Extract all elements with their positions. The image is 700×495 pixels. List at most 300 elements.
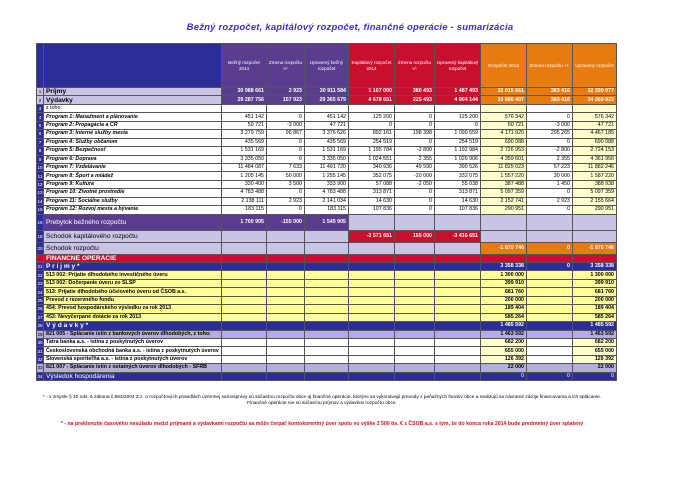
value-cell — [267, 322, 305, 330]
table-row — [37, 130, 617, 138]
row-label: V ý d a v k y * — [44, 322, 222, 330]
table-row — [37, 189, 617, 197]
value-cell — [305, 288, 349, 296]
row-number: 23 — [37, 281, 43, 287]
row-label: Schodok rozpočtu — [44, 242, 222, 254]
value-cell — [395, 305, 435, 313]
value-cell: 125 200 — [435, 113, 481, 121]
value-cell — [481, 214, 527, 230]
value-cell — [305, 338, 349, 346]
value-cell: 1 531 169 — [305, 147, 349, 155]
value-cell: 0 — [267, 189, 305, 197]
row-number: 8 — [37, 147, 44, 155]
value-cell — [222, 364, 267, 372]
value-cell: 2 138 111 — [222, 197, 267, 205]
value-cell — [527, 296, 573, 304]
value-cell — [527, 313, 573, 321]
value-cell: 0 — [573, 372, 617, 380]
value-cell: -3 000 — [267, 121, 305, 129]
row-number: 33 — [37, 365, 43, 371]
value-cell — [349, 242, 395, 254]
value-cell: 5 097 359 — [573, 189, 617, 197]
value-cell: 690 088 — [481, 138, 527, 146]
value-cell: 11 882 246 — [573, 163, 617, 171]
value-cell: 655 000 — [481, 347, 527, 355]
value-cell: 0 — [267, 113, 305, 121]
value-cell — [267, 313, 305, 321]
value-cell — [349, 271, 395, 279]
value-cell — [305, 254, 349, 262]
value-cell: 1 024 551 — [349, 155, 395, 163]
table-row — [37, 322, 617, 330]
value-cell: 155 000 — [395, 230, 435, 242]
value-cell — [435, 322, 481, 330]
row-label: 821 005 - Splácanie istín z bankových úverov dlhodobých, z toho: — [44, 330, 222, 338]
value-cell — [349, 104, 395, 112]
table-row — [37, 372, 617, 380]
row-number: 4 — [37, 113, 44, 121]
value-cell: 0 — [395, 121, 435, 129]
column-header: Rozpočet 2014 — [481, 44, 527, 88]
value-cell — [222, 338, 267, 346]
table-row — [37, 104, 617, 112]
value-cell: 49 590 — [395, 163, 435, 171]
row-label: 821 007 - Splácanie istín z ostatných úverov dlhodobých - SFRB — [44, 364, 222, 372]
table-row — [37, 206, 617, 214]
row-label: Program 8: Šport a mládež — [44, 172, 222, 180]
value-cell — [435, 347, 481, 355]
value-cell — [305, 263, 349, 271]
value-cell: 585 264 — [573, 313, 617, 321]
row-label: Prevod z rezervného fondu — [44, 296, 222, 304]
row-number: 27 — [37, 314, 43, 320]
value-cell: 200 000 — [481, 296, 527, 304]
value-cell — [349, 214, 395, 230]
value-cell — [349, 330, 395, 338]
row-label: Program 4: Služby občanom — [44, 138, 222, 146]
value-cell: 1 487 493 — [435, 88, 481, 96]
table-row — [37, 163, 617, 171]
value-cell — [527, 338, 573, 346]
value-cell: 0 — [527, 189, 573, 197]
value-cell — [349, 313, 395, 321]
value-cell — [267, 347, 305, 355]
value-cell: 4 361 956 — [573, 155, 617, 163]
row-label: Československá obchodná banka a.s. - istina z poskytnutých úverov — [44, 347, 222, 355]
value-cell: 2 923 — [527, 197, 573, 205]
value-cell: 57 223 — [527, 163, 573, 171]
value-cell: 5 097 359 — [481, 189, 527, 197]
value-cell: 1 485 592 — [481, 322, 527, 330]
table-header-row — [37, 44, 617, 88]
value-cell — [222, 305, 267, 313]
value-cell: 682 200 — [573, 338, 617, 346]
value-cell — [349, 364, 395, 372]
table-row — [37, 121, 617, 129]
value-cell — [222, 347, 267, 355]
value-cell — [395, 338, 435, 346]
value-cell: 435 569 — [305, 138, 349, 146]
value-cell: 2 141 034 — [305, 197, 349, 205]
value-cell: 254 519 — [435, 138, 481, 146]
value-cell: 200 000 — [573, 296, 617, 304]
value-cell — [222, 372, 267, 380]
table-row — [37, 263, 617, 271]
value-cell: 435 569 — [222, 138, 267, 146]
value-cell: 313 871 — [435, 189, 481, 197]
row-label: Program 1: Manažment a plánovanie — [44, 113, 222, 121]
table-row — [37, 138, 617, 146]
value-cell: 22 000 — [481, 364, 527, 372]
value-cell — [395, 364, 435, 372]
table-row — [37, 96, 617, 104]
row-label: FINANČNÉ OPERÁCIE — [44, 254, 222, 262]
value-cell — [395, 271, 435, 279]
row-number: 13 — [37, 190, 43, 196]
value-cell: 126 392 — [573, 355, 617, 363]
value-cell: 50 721 — [222, 121, 267, 129]
value-cell: 2 355 — [527, 155, 573, 163]
value-cell: 1 026 906 — [435, 155, 481, 163]
value-cell — [435, 330, 481, 338]
row-label: Program 9: Kultúra — [44, 180, 222, 188]
value-cell: 50 000 — [267, 172, 305, 180]
value-cell: 183 115 — [222, 206, 267, 214]
value-cell — [435, 263, 481, 271]
value-cell: 4 783 488 — [222, 189, 267, 197]
row-number: 25 — [37, 297, 43, 303]
row-label: 513 002: Prijatie dlhodobého investičného úveru — [44, 271, 222, 279]
value-cell: 22 000 — [573, 364, 617, 372]
value-cell — [267, 372, 305, 380]
value-cell: 681 760 — [481, 288, 527, 296]
value-cell: 387 488 — [481, 180, 527, 188]
table-row — [37, 254, 617, 262]
value-cell: 1 195 784 — [349, 147, 395, 155]
row-label: Program 11: Sociálne služby — [44, 197, 222, 205]
value-cell: 14 630 — [435, 197, 481, 205]
value-cell — [222, 271, 267, 279]
value-cell: 1 463 592 — [481, 330, 527, 338]
row-label: Príjmy — [44, 88, 222, 96]
value-cell: -2 800 — [527, 147, 573, 155]
table-row — [37, 313, 617, 321]
value-cell — [267, 271, 305, 279]
value-cell: 2 923 — [267, 197, 305, 205]
value-cell — [395, 214, 435, 230]
value-cell: 0 — [267, 206, 305, 214]
value-cell: -2 800 — [395, 147, 435, 155]
row-number: 20 — [37, 242, 44, 254]
value-cell: 1 587 220 — [573, 172, 617, 180]
table-row — [37, 113, 617, 121]
value-cell — [349, 305, 395, 313]
value-cell: 576 342 — [481, 113, 527, 121]
header-label-cell — [44, 44, 222, 88]
row-label: Prebytok bežného rozpočtu — [44, 214, 222, 230]
row-number: 31 — [37, 348, 43, 354]
table-row — [37, 88, 617, 96]
value-cell: 4 783 488 — [305, 189, 349, 197]
value-cell: 50 721 — [481, 121, 527, 129]
value-cell: 96 867 — [267, 130, 305, 138]
table-row — [37, 155, 617, 163]
value-cell: 655 000 — [573, 347, 617, 355]
value-cell — [435, 271, 481, 279]
value-cell: 332 075 — [435, 172, 481, 180]
value-cell — [395, 347, 435, 355]
value-cell — [395, 372, 435, 380]
row-number: 3 — [37, 104, 44, 112]
value-cell: 1 557 220 — [481, 172, 527, 180]
value-cell — [435, 296, 481, 304]
value-cell: 125 200 — [349, 113, 395, 121]
value-cell: 383 416 — [527, 96, 573, 104]
row-number: 6 — [37, 130, 44, 138]
row-label: 453: Nevyčerpané dotácie za rok 2013 — [44, 313, 222, 321]
row-number: 10 — [37, 165, 43, 171]
value-cell — [222, 263, 267, 271]
row-label: Schodok kapitálového rozpočtu — [44, 230, 222, 242]
row-label: Výdavky — [44, 96, 222, 104]
value-cell: 1 463 592 — [573, 330, 617, 338]
value-cell — [305, 305, 349, 313]
value-cell — [395, 254, 435, 262]
value-cell — [395, 263, 435, 271]
value-cell — [395, 355, 435, 363]
table-row — [37, 230, 617, 242]
value-cell: 388 938 — [573, 180, 617, 188]
row-label: Program 6: Doprava — [44, 155, 222, 163]
value-cell: 3 358 338 — [573, 263, 617, 271]
column-header: Upravený kapitálový rozpočet — [435, 44, 481, 88]
value-cell: 295 265 — [527, 130, 573, 138]
value-cell: 681 760 — [573, 288, 617, 296]
value-cell: 1 545 905 — [305, 214, 349, 230]
value-cell: -20 000 — [395, 172, 435, 180]
value-cell: -2 050 — [395, 180, 435, 188]
value-cell: -155 000 — [267, 214, 305, 230]
value-cell: 1 300 000 — [573, 271, 617, 279]
value-cell — [481, 254, 527, 262]
value-cell: 892 161 — [349, 130, 395, 138]
value-cell: 0 — [395, 138, 435, 146]
value-cell: 330 400 — [222, 180, 267, 188]
table-row — [37, 330, 617, 338]
table-row — [37, 355, 617, 363]
value-cell: -3 416 651 — [435, 230, 481, 242]
value-cell — [395, 296, 435, 304]
value-cell: 0 — [267, 147, 305, 155]
value-cell: 2 155 664 — [573, 197, 617, 205]
table-row — [37, 214, 617, 230]
column-header: Kapitálový rozpočet 2014 — [349, 44, 395, 88]
value-cell: 30 911 584 — [305, 88, 349, 96]
value-cell — [305, 347, 349, 355]
value-cell — [573, 214, 617, 230]
value-cell — [573, 104, 617, 112]
value-cell — [305, 313, 349, 321]
value-cell — [305, 355, 349, 363]
value-cell: 1 485 592 — [573, 322, 617, 330]
value-cell: 0 — [395, 189, 435, 197]
row-label: 513 002: Dočerpanie úveru zo SLSP — [44, 279, 222, 287]
value-cell — [527, 271, 573, 279]
value-cell: 1 192 984 — [435, 147, 481, 155]
value-cell — [527, 330, 573, 338]
row-number: 16 — [37, 214, 44, 230]
value-cell — [267, 338, 305, 346]
value-cell — [435, 254, 481, 262]
value-cell: 1 300 000 — [481, 271, 527, 279]
value-cell: 333 900 — [305, 180, 349, 188]
value-cell — [267, 364, 305, 372]
value-cell — [222, 355, 267, 363]
value-cell: 2 152 741 — [481, 197, 527, 205]
value-cell: 399 910 — [481, 279, 527, 287]
table-row — [37, 172, 617, 180]
value-cell: 1 205 145 — [222, 172, 267, 180]
value-cell: -1 870 746 — [573, 242, 617, 254]
value-cell: 4 171 920 — [481, 130, 527, 138]
row-number: 30 — [37, 340, 43, 346]
row-label: Výsledok hospodárenia — [44, 372, 222, 380]
row-number: 18 — [37, 230, 44, 242]
table-row — [37, 338, 617, 346]
value-cell — [222, 288, 267, 296]
value-cell — [349, 288, 395, 296]
value-cell: 57 088 — [349, 180, 395, 188]
value-cell: 1 255 145 — [305, 172, 349, 180]
row-number — [37, 254, 44, 262]
value-cell — [222, 254, 267, 262]
value-cell: 0 — [267, 155, 305, 163]
row-number: 15 — [37, 207, 43, 213]
value-cell — [481, 104, 527, 112]
value-cell — [395, 313, 435, 321]
value-cell — [349, 263, 395, 271]
row-number: 22 — [37, 272, 43, 278]
value-cell: 183 115 — [305, 206, 349, 214]
value-cell: 0 — [395, 206, 435, 214]
value-cell — [222, 330, 267, 338]
value-cell — [527, 104, 573, 112]
value-cell: 11 484 087 — [222, 163, 267, 171]
row-label: Program 7: Vzdelávanie — [44, 163, 222, 171]
value-cell: 11 825 023 — [481, 163, 527, 171]
value-cell — [435, 279, 481, 287]
value-cell: 290 951 — [481, 206, 527, 214]
value-cell — [349, 322, 395, 330]
value-cell: 14 630 — [349, 197, 395, 205]
column-header: Upravený bežný rozpočet — [305, 44, 349, 88]
value-cell: 32 015 661 — [481, 88, 527, 96]
value-cell: 32 399 077 — [573, 88, 617, 96]
value-cell — [435, 338, 481, 346]
value-cell — [222, 313, 267, 321]
value-cell: 3 376 626 — [305, 130, 349, 138]
value-cell: 0 — [527, 206, 573, 214]
value-cell: 3 335 050 — [222, 155, 267, 163]
row-number: 1 — [37, 88, 44, 96]
value-cell — [267, 288, 305, 296]
page-title: Bežný rozpočet, kapitálový rozpočet, finančné operácie - sumarizácia — [186, 22, 514, 33]
row-number: 26 — [37, 306, 43, 312]
value-cell: 157 923 — [267, 96, 305, 104]
value-cell — [222, 322, 267, 330]
row-number: 7 — [37, 138, 44, 146]
value-cell: 126 392 — [481, 355, 527, 363]
value-cell: 4 467 185 — [573, 130, 617, 138]
value-cell: 30 988 661 — [222, 88, 267, 96]
value-cell: 4 904 144 — [435, 96, 481, 104]
value-cell — [267, 230, 305, 242]
value-cell — [395, 288, 435, 296]
value-cell: 33 886 407 — [481, 96, 527, 104]
table-row — [37, 305, 617, 313]
column-header: Zmena rozpočtu +/- — [527, 44, 573, 88]
row-number: 32 — [37, 357, 43, 363]
column-header: Bežný rozpočet 2014 — [222, 44, 267, 88]
value-cell: 2 355 — [395, 155, 435, 163]
value-cell: 1 450 — [527, 180, 573, 188]
value-cell: 0 — [435, 121, 481, 129]
value-cell: 29 365 679 — [305, 96, 349, 104]
value-cell — [349, 279, 395, 287]
value-cell: 254 519 — [349, 138, 395, 146]
value-cell — [435, 372, 481, 380]
table-row — [37, 279, 617, 287]
value-cell: 451 142 — [305, 113, 349, 121]
value-cell: 3 335 050 — [305, 155, 349, 163]
value-cell — [222, 242, 267, 254]
value-cell — [349, 296, 395, 304]
row-label: 454: Prevod hospodárskeho výsledku za rok 2013 — [44, 305, 222, 313]
value-cell — [305, 279, 349, 287]
value-cell — [481, 230, 527, 242]
value-cell — [267, 296, 305, 304]
value-cell: 682 200 — [481, 338, 527, 346]
row-number: 29 — [37, 331, 43, 337]
row-number: 11 — [37, 173, 43, 179]
value-cell: 383 416 — [527, 88, 573, 96]
value-cell — [527, 364, 573, 372]
row-label: Program 2: Propagácia a CR — [44, 121, 222, 129]
value-cell — [305, 242, 349, 254]
value-cell: -1 870 746 — [481, 242, 527, 254]
value-cell: 0 — [349, 121, 395, 129]
value-cell — [305, 104, 349, 112]
value-cell: 0 — [527, 138, 573, 146]
value-cell: 2 923 — [267, 88, 305, 96]
value-cell — [527, 305, 573, 313]
value-cell — [573, 254, 617, 262]
value-cell — [435, 104, 481, 112]
value-cell: 0 — [527, 242, 573, 254]
value-cell: 380 493 — [395, 88, 435, 96]
value-cell — [305, 271, 349, 279]
value-cell: 1 090 559 — [435, 130, 481, 138]
value-cell: 0 — [481, 372, 527, 380]
value-cell — [305, 372, 349, 380]
value-cell — [267, 242, 305, 254]
value-cell: 29 287 756 — [222, 96, 267, 104]
row-label: Program 12: Rozvoj mesta a bývanie — [44, 206, 222, 214]
value-cell: 690 088 — [573, 138, 617, 146]
value-cell — [349, 254, 395, 262]
value-cell: 11 491 720 — [305, 163, 349, 171]
table-row — [37, 296, 617, 304]
